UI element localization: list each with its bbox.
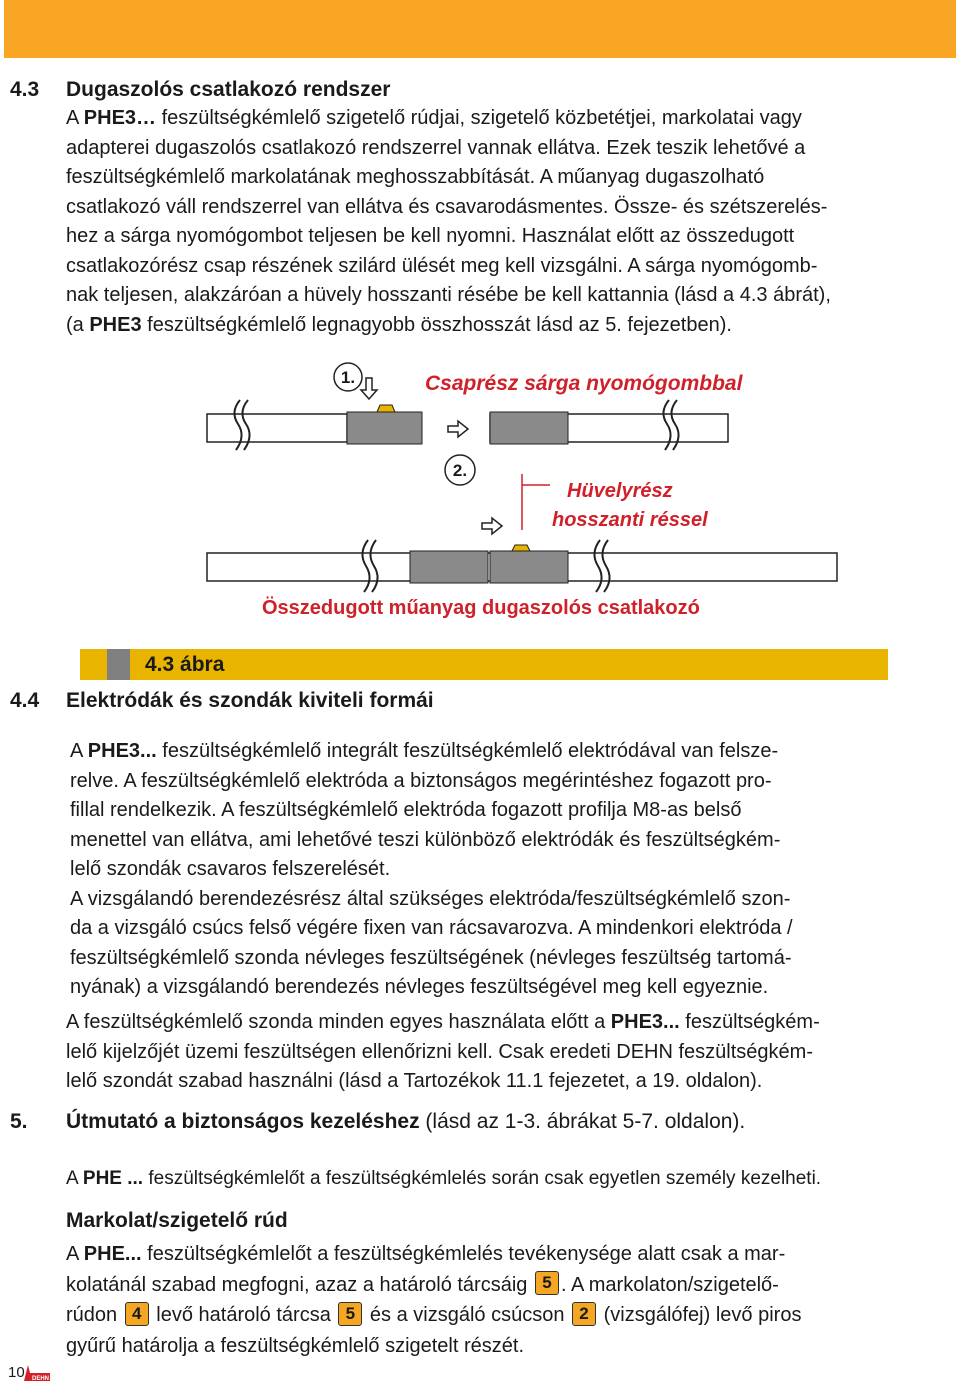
section-4-3-line (66, 311, 906, 341)
intro-bold: PHE ... (82, 1168, 144, 1189)
connected-grey-collar-right (490, 551, 568, 583)
sub-l3-d: (vizsgálófej) levő piros (598, 1304, 802, 1326)
section-4-3-line (66, 193, 906, 223)
section-4-3-line (66, 163, 906, 193)
connected-label: Összedugott műanyag dugaszolós csatlakozó (262, 597, 700, 619)
pin-rod-body (207, 414, 347, 442)
section-5-title-suffix: (lásd az 1-3. ábrákat 5-7. oldalon). (419, 1110, 746, 1133)
section-4-3-line (66, 222, 906, 252)
section-4-4-p2-text: feszültségkém- (679, 1011, 820, 1033)
section-4-4-p1-text: lelő szondák csavaros felszerelését. (70, 858, 391, 880)
section-4-4-p1-text: feszültségkémlelő szonda névleges feszültségének (névleges feszültség tartomá- (70, 946, 792, 969)
section-4-3-text: feszültségkémlelő legnagyobb összhosszát lásd az 5. fejezetben). (141, 313, 732, 336)
sleeve-grey-collar (490, 412, 568, 444)
section-5-number: 5. (10, 1110, 28, 1133)
section-4-3-text: PHE3… (83, 107, 157, 129)
section-4-3-text: (a (66, 313, 90, 336)
sleeve-label-line2: hosszanti réssel (552, 509, 708, 531)
section-4-4-p1-text: A vizsgálandó berendezésrész által szükséges elektróda/feszültségkémlelő szon- (70, 887, 791, 910)
section-4-4-p2-text: A feszültségkémlelő szonda minden egyes használata előtt a (66, 1011, 611, 1033)
right-arrow-icon (482, 518, 502, 534)
section-4-4-p1-text: fillal rendelkezik. A feszültségkémlelő elektróda fogazott profilja M8-as belső (70, 799, 742, 821)
sub-line-4: gyűrű határolja a feszültségkémlelő szigetelt részét. (66, 1334, 525, 1357)
section-4-4-p1-line (70, 826, 920, 856)
subsection-title: Markolat/szigetelő rúd (66, 1209, 288, 1232)
section-4-4-p1-line (70, 767, 920, 797)
intro-post: feszültségkémlelőt a feszültségkémlelés során csak egyetlen személy kezelheti. (143, 1168, 822, 1189)
section-4-3-line (66, 134, 906, 164)
section-4-4-p1-line (70, 885, 920, 915)
pin-grey-collar (347, 412, 422, 444)
sub-l2-post: . A markolaton/szigetelő- (560, 1273, 779, 1296)
intro-pre: A (66, 1168, 83, 1189)
section-4-3-line (66, 104, 906, 134)
part-badge-5: 5 (535, 1271, 559, 1295)
section-4-3-text: feszültségkémlelő szigetelő rúdjai, szigetelő közbetétjei, markolatai vagy (156, 107, 802, 129)
figure-caption: 4.3 ábra (145, 653, 225, 676)
section-4-4-p1-line (70, 914, 920, 944)
figure-caption-bar (80, 649, 888, 680)
section-4-4-p1-line (70, 973, 920, 1003)
section-4-4-paragraph-2 (66, 1008, 926, 1097)
section-4-3-text: csatlakozó váll rendszerrel van ellátva és csavarodásmentes. Össze- és szétszerelés- (66, 195, 828, 218)
caption-grey-block (107, 649, 130, 680)
section-4-4-p2-line (66, 1038, 926, 1068)
section-4-3-text: csatlakozórész csap részének szilárd ülését meg kell vizsgálni. A sárga nyomógomb- (66, 254, 818, 277)
part-badge-5: 5 (338, 1302, 362, 1326)
section-4-3-text: adapterei dugaszolós csatlakozó rendszerrel vannak ellátva. Ezek teszik lehetővé a (66, 136, 806, 159)
part-badge-4: 4 (125, 1302, 149, 1326)
section-4-4-p1-text: da a vizsgáló csúcs felső végére fixen van rácsavarozva. A mindenkori elektróda / (70, 917, 793, 939)
section-4-4-p1-text: PHE3... (87, 740, 157, 762)
section-4-4-p2-text: lelő kijelzőjét üzemi feszültségen ellenőrizni kell. Csak eredeti DEHN feszültségkém- (66, 1040, 813, 1063)
section-4-3-title: Dugaszolós csatlakozó rendszer (66, 78, 391, 101)
section-4-4-p1-line (70, 796, 920, 826)
section-4-4-p1-text: feszültségkémlelő integrált feszültségkémlelő elektródával van felsze- (156, 740, 779, 762)
section-4-4-p1-line (70, 944, 920, 974)
section-4-4-p1-text: A (70, 740, 88, 762)
sub-line-2 (66, 1270, 926, 1301)
section-4-4-p1-text: relve. A feszültségkémlelő elektróda a biztonságos megérintéshez fogazott pro- (70, 769, 772, 792)
part-badge-2: 2 (572, 1302, 596, 1326)
connected-grey-collar-left (410, 551, 488, 583)
sub-l1-pre: A (66, 1243, 84, 1265)
subsection-paragraph (66, 1239, 926, 1361)
yellow-pushbutton-icon (512, 545, 530, 551)
section-4-3-text: A (66, 107, 84, 129)
dehn-logo (22, 1361, 52, 1383)
section-4-3-text: hez a sárga nyomógombot teljesen be kell nyomni. Használat előtt az összedugott (66, 225, 795, 247)
sub-l3-c: és a vizsgáló csúcson (364, 1304, 571, 1326)
step-2-label: 2. (452, 461, 468, 480)
section-4-3-line (66, 281, 906, 311)
page-number: 10 (8, 1364, 25, 1381)
sub-l1-post: feszültségkémlelőt a feszültségkémlelés tevékenysége alatt csak a mar- (141, 1243, 786, 1265)
section-4-3-paragraph (66, 104, 906, 340)
section-4-4-p1-line (70, 737, 920, 767)
section-4-4-p1-line (70, 855, 920, 885)
section-4-3-text: PHE3 (89, 313, 142, 336)
section-5-heading (66, 1110, 745, 1134)
section-4-4-p2-text: PHE3... (610, 1011, 680, 1033)
down-arrow-icon (361, 378, 377, 399)
section-5-intro (66, 1168, 821, 1190)
sub-l1-bold: PHE... (83, 1243, 142, 1265)
section-4-3-text: nak teljesen, alakzáróan a hüvely hosszanti résébe be kell kattannia (lásd a 4.3 ábrát), (66, 284, 831, 306)
sub-line-1 (66, 1239, 926, 1270)
logo-text: DEHN (32, 1376, 50, 1382)
section-4-4-p2-line (66, 1067, 926, 1097)
pin-label: Csaprész sárga nyomógombbal (425, 372, 743, 395)
section-4-3-number: 4.3 (10, 78, 40, 101)
connector-figure (80, 350, 888, 650)
section-5-title: Útmutató a biztonságos kezeléshez (66, 1110, 420, 1133)
step-1-label: 1. (340, 368, 356, 387)
section-4-4-title: Elektródák és szondák kiviteli formái (66, 689, 434, 712)
sleeve-label-line1: Hüvelyrész (567, 480, 673, 502)
yellow-pushbutton-icon (377, 405, 395, 412)
sub-l3-a: rúdon (66, 1304, 123, 1326)
section-4-4-p2-line (66, 1008, 926, 1038)
section-4-4-paragraph-1 (70, 737, 920, 1003)
section-4-4-p2-text: lelő szondát szabad használni (lásd a Tartozékok 11.1 fejezetet, a 19. oldalon). (66, 1070, 763, 1092)
section-4-4-p1-text: nyának) a vizsgálandó berendezés névleges feszültségével meg kell egyeznie. (70, 976, 769, 998)
right-arrow-icon (448, 421, 468, 437)
section-4-4-number: 4.4 (10, 689, 40, 712)
section-4-4-p1-text: menettel van ellátva, ami lehetővé teszi különböző elektródák és feszültségkém- (70, 828, 781, 851)
sub-l3-b: levő határoló tárcsa (150, 1304, 337, 1326)
section-4-3-line (66, 252, 906, 282)
sub-l2-pre: kolatánál szabad megfogni, azaz a határoló tárcsáig (66, 1273, 533, 1296)
section-4-3-text: feszültségkémlelő markolatának meghosszabbítását. A műanyag dugaszolható (66, 166, 765, 188)
sub-line-3 (66, 1300, 926, 1331)
top-color-bar (4, 0, 956, 58)
